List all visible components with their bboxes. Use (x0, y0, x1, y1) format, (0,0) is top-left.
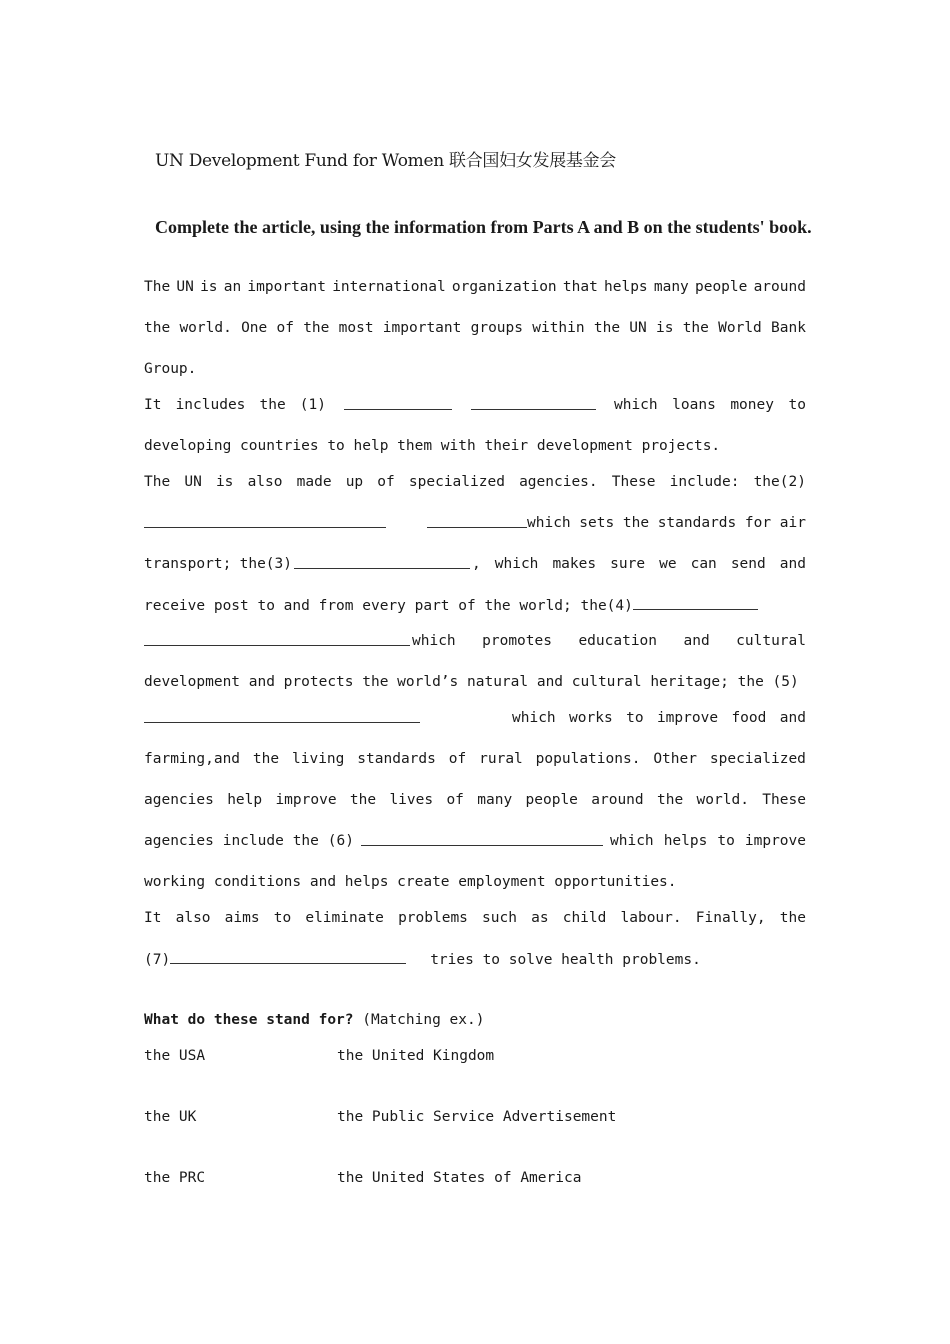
word: important (382, 320, 462, 336)
word: which (494, 556, 539, 572)
article-line-6 (144, 472, 806, 492)
blank-2b[interactable] (427, 513, 527, 528)
word: within (532, 320, 585, 336)
word: (6) (327, 833, 354, 849)
word: the(2) (753, 474, 806, 490)
word: the (593, 320, 621, 336)
word: problems (398, 910, 468, 926)
word: include (222, 833, 284, 849)
word: helps (663, 833, 708, 849)
word: World (718, 320, 762, 336)
word: makes (552, 556, 597, 572)
word: made (296, 474, 332, 490)
word: living (292, 751, 345, 767)
word: include: (669, 474, 740, 490)
blank-7[interactable] (170, 949, 406, 964)
word: air (779, 515, 806, 531)
article-line-7 (144, 513, 806, 533)
article-line-15 (144, 831, 806, 851)
word: we (659, 556, 677, 572)
word: agencies (144, 792, 214, 808)
word: labour. (620, 910, 682, 926)
word: up (345, 474, 364, 490)
word: , (472, 556, 481, 572)
word: and (779, 710, 806, 726)
article-line-1 (144, 277, 806, 297)
word: improve (744, 833, 806, 849)
word: the(3) (239, 556, 292, 572)
word: works (569, 710, 613, 726)
word: world. (696, 792, 749, 808)
article-line-16: working conditions and helps create employment opportunities. (144, 874, 677, 890)
word: loans (672, 397, 716, 413)
word: UN (176, 279, 194, 295)
word: These (762, 792, 806, 808)
word: agencies (144, 833, 214, 849)
word: international (332, 279, 446, 295)
word: send (730, 556, 766, 572)
match-right-1: the United Kingdom (337, 1048, 495, 1064)
word: people (525, 792, 578, 808)
word: education (578, 633, 658, 649)
word: the (259, 397, 286, 413)
article-line-18 (144, 949, 806, 970)
item-7-number: (7) (144, 952, 171, 968)
word: and (779, 556, 806, 572)
word: to (717, 833, 735, 849)
matching-heading-note: (Matching ex.) (362, 1012, 485, 1028)
word: and (683, 633, 710, 649)
article-line-14 (144, 790, 806, 810)
matching-heading-bold: What do these stand for? (144, 1012, 354, 1028)
word: the (303, 320, 330, 336)
word: eliminate (305, 910, 384, 926)
word: improve (656, 710, 719, 726)
word: organization (451, 279, 557, 295)
word: transport; (144, 556, 232, 572)
word: of (448, 751, 467, 767)
word: the (252, 751, 280, 767)
match-left-1: the USA (144, 1048, 206, 1064)
word: world. (179, 320, 232, 336)
line-8-end (472, 554, 806, 574)
word: such (482, 910, 517, 926)
word: rural (479, 751, 523, 767)
matching-heading (144, 1012, 484, 1028)
word: money (730, 397, 774, 413)
word: of (276, 320, 294, 336)
article-line-5: developing countries to help them with their development projects. (144, 438, 721, 454)
word: the (657, 792, 684, 808)
word: the (349, 792, 377, 808)
word: around (753, 279, 806, 295)
line-15-end (610, 831, 806, 851)
word: The (144, 474, 171, 490)
word: farming,and (144, 751, 241, 767)
blank-5[interactable] (144, 708, 420, 723)
word: promotes (482, 633, 552, 649)
blank-1b[interactable] (471, 395, 596, 410)
word: aims (224, 910, 260, 926)
blank-2a[interactable] (144, 513, 386, 528)
line-18-end: tries to solve health problems. (430, 952, 701, 968)
word: is (200, 279, 218, 295)
word: specialized (709, 751, 806, 767)
word: to (788, 397, 806, 413)
word: of (446, 792, 464, 808)
word: UN (184, 474, 202, 490)
word: an (223, 279, 242, 295)
word: which (512, 710, 556, 726)
word: is (656, 320, 674, 336)
article-line-8 (144, 554, 806, 574)
word: One (241, 320, 268, 336)
article-line-9 (144, 595, 806, 616)
word: Bank (771, 320, 806, 336)
match-left-3: the PRC (144, 1170, 206, 1186)
word: for (744, 515, 772, 531)
word: also (247, 474, 283, 490)
word: The (144, 279, 171, 295)
instruction-text: Complete the article, using the information from Parts A and B on the students' book. (155, 217, 812, 237)
article-line-10 (144, 631, 806, 651)
word: standards (357, 751, 436, 767)
word: also (175, 910, 211, 926)
blank-4a[interactable] (633, 595, 758, 610)
word: improve (275, 792, 337, 808)
word: which (412, 633, 456, 649)
word: food (731, 710, 767, 726)
word: that (562, 279, 598, 295)
line-9-text: receive post to and from every part of the world; the(4) (144, 598, 633, 614)
word: agencies. (519, 474, 598, 490)
article-line-12 (144, 708, 806, 728)
page-title: UN Development Fund for Women 联合国妇女发展基金会 (155, 151, 617, 171)
article-line-11: development and protects the world’s natural and cultural heritage; the (5) (144, 674, 799, 690)
word: the (144, 320, 171, 336)
article-line-2 (144, 318, 806, 338)
word: to (273, 910, 292, 926)
word: sets (579, 515, 615, 531)
word: groups (470, 320, 523, 336)
word: standards (657, 515, 737, 531)
word: (1) (299, 397, 326, 413)
word: sure (610, 556, 646, 572)
word: around (591, 792, 644, 808)
line-12-end (512, 708, 806, 728)
word: as (531, 910, 549, 926)
match-right-2: the Public Service Advertisement (337, 1109, 617, 1125)
word: which (527, 515, 571, 531)
line-10-end (412, 631, 806, 651)
word: the (682, 320, 709, 336)
word: which (613, 397, 658, 413)
word: to (626, 710, 644, 726)
article-line-4 (144, 395, 806, 415)
blank-3[interactable] (294, 554, 470, 569)
word: populations. (535, 751, 641, 767)
article-line-17 (144, 908, 806, 928)
blank-1a[interactable] (344, 395, 452, 410)
word: UN (629, 320, 647, 336)
word: Finally, (695, 910, 766, 926)
article-line-3: Group. (144, 361, 197, 377)
blank-6[interactable] (361, 831, 603, 846)
article-line-13 (144, 749, 806, 769)
word: child (562, 910, 607, 926)
line-8-start (144, 554, 292, 574)
blank-4b[interactable] (144, 631, 410, 646)
word: many (653, 279, 689, 295)
word: important (247, 279, 326, 295)
word: help (227, 792, 263, 808)
word: cultural (736, 633, 806, 649)
word: can (690, 556, 717, 572)
word: which (610, 833, 654, 849)
word: It (144, 910, 162, 926)
word: helps (604, 279, 648, 295)
word: It (144, 397, 162, 413)
word: of (377, 474, 395, 490)
word: is (215, 474, 234, 490)
match-left-2: the UK (144, 1109, 197, 1125)
word: includes (175, 397, 246, 413)
word: the (622, 515, 650, 531)
word: people (694, 279, 748, 295)
word: the (779, 910, 806, 926)
word: many (477, 792, 513, 808)
line-4-end (614, 395, 806, 415)
line-4-start (144, 395, 326, 415)
word: the (292, 833, 319, 849)
match-right-3: the United States of America (337, 1170, 582, 1186)
word: These (611, 474, 656, 490)
word: Other (653, 751, 697, 767)
line-7-end (527, 513, 806, 533)
word: lives (389, 792, 434, 808)
word: specialized (408, 474, 505, 490)
word: most (338, 320, 374, 336)
line-15-start (144, 831, 354, 851)
